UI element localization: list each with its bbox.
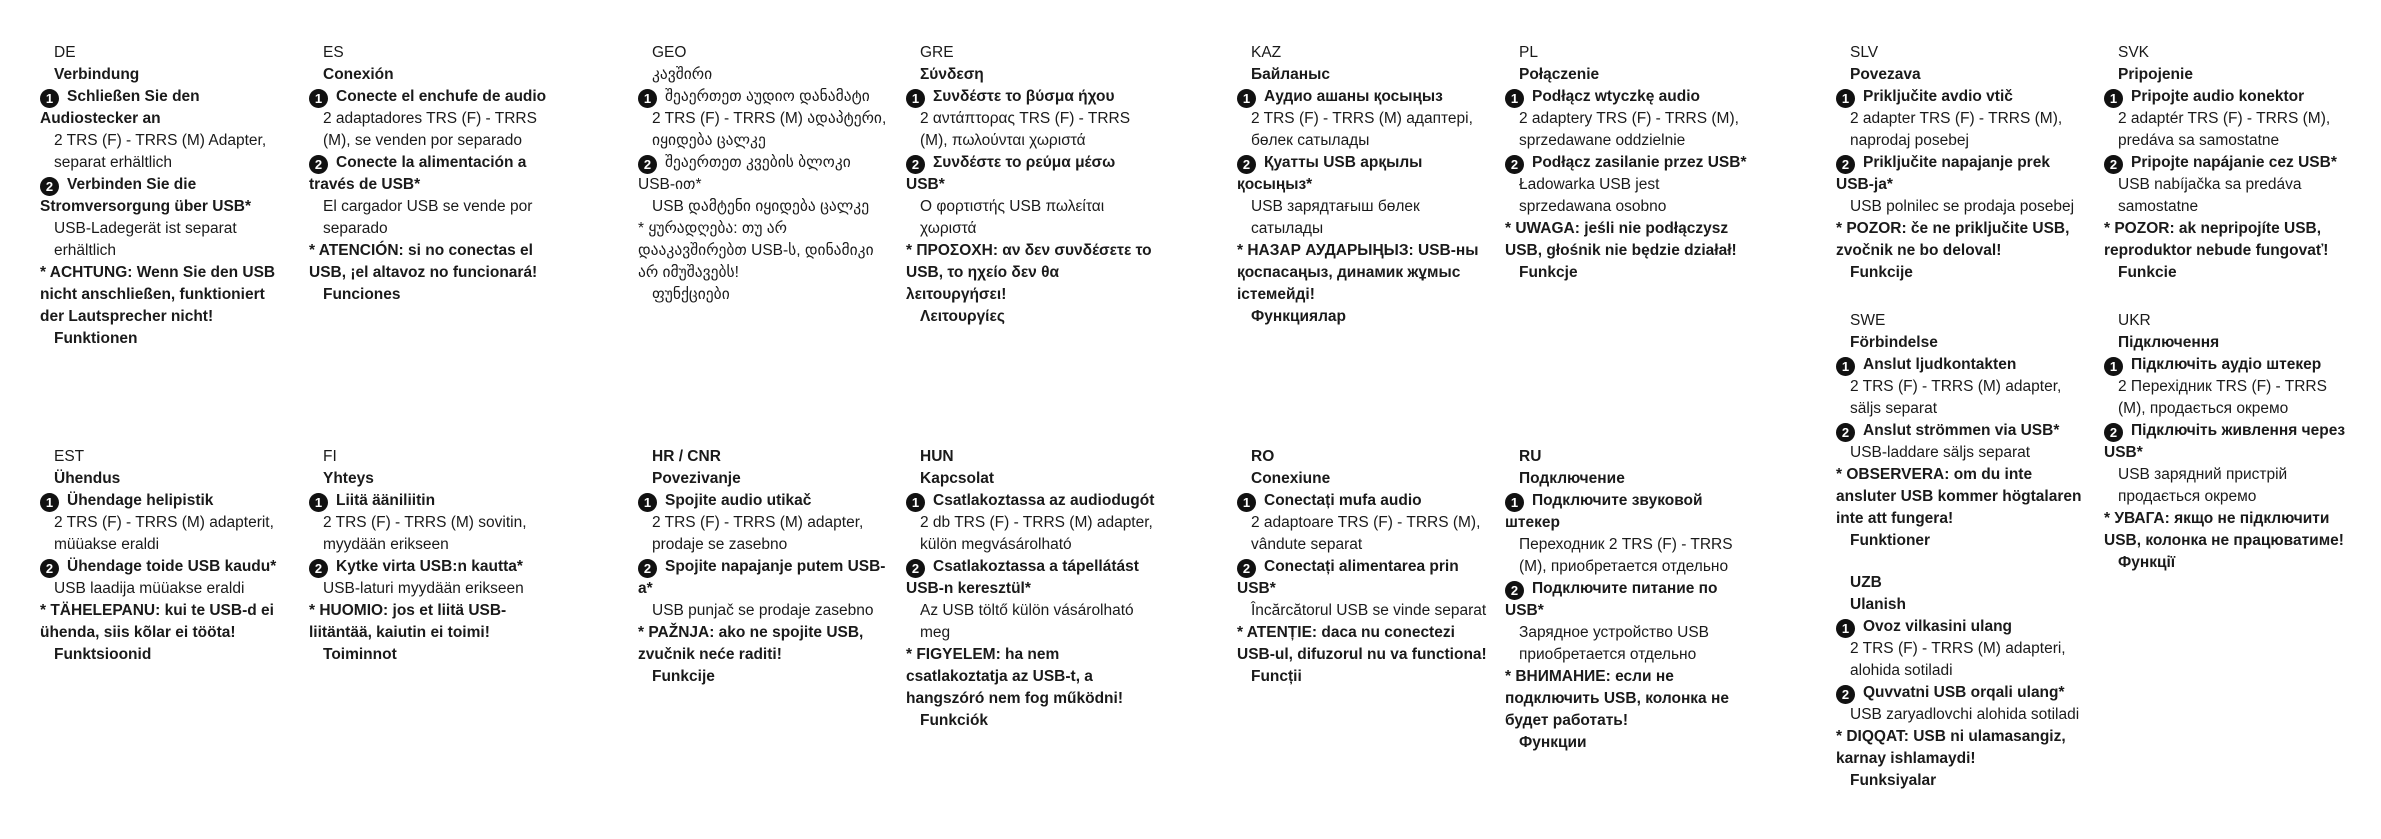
language-code: EST xyxy=(54,448,85,465)
step-2-text: Podłącz zasilanie przez USB* xyxy=(1532,154,1747,171)
step-2-note: USB-laturi myydään erikseen xyxy=(323,580,524,597)
language-code: UZB xyxy=(1850,574,1882,591)
step-2-text: Conecte la alimentación a través de USB* xyxy=(309,154,527,193)
step-1-icon: 1 xyxy=(2104,89,2123,108)
section-heading: Conexiune xyxy=(1251,470,1331,487)
warning-text: * TÄHELEPANU: kui te USB-d ei ühenda, siis kõlar ei tööta! xyxy=(40,602,274,641)
step-1-text: Csatlakoztassa az audiodugót xyxy=(933,492,1155,509)
step-2-note: USB nabíjačka sa predáva samostatne xyxy=(2118,176,2302,215)
section-ukr xyxy=(2104,310,2354,574)
functions-heading: Toiminnot xyxy=(323,646,397,663)
step-2-text: Conectați alimentarea prin USB* xyxy=(1237,558,1459,597)
warning-text: * ყურადღება: თუ არ დააკავშირებთ USB-ს, დინამიკი არ იმუშავებს! xyxy=(638,220,874,281)
warning-text: * FIGYELEM: ha nem csatlakoztatja az USB-t, a hangszóró nem fog működni! xyxy=(906,646,1123,707)
step-2-note: El cargador USB se vende por separado xyxy=(323,198,533,237)
section-heading: Подключение xyxy=(1519,470,1625,487)
step-2-text: Підключіть живлення через USB* xyxy=(2104,422,2346,461)
step-2-note: Az USB töltő külön vásárolható meg xyxy=(920,602,1134,641)
section-heading: Förbindelse xyxy=(1850,334,1938,351)
warning-text: * УВАГА: якщо не підключити USB, колонка не працюватиме! xyxy=(2104,510,2344,549)
step-1-icon: 1 xyxy=(309,493,328,512)
warning-text: * НАЗАР АУДАРЫҢЫЗ: USB-ны қоспасаңыз, динамик жұмыс істемейді! xyxy=(1237,242,1479,303)
step-1-text: Аудио ашаны қосыңыз xyxy=(1264,88,1443,105)
step-2-note: USB punjač se prodaje zasebno xyxy=(652,602,874,619)
warning-text: * UWAGA: jeśli nie podłączysz USB, głośnik nie będzie działał! xyxy=(1505,220,1737,259)
step-1-text: Підключіть аудіо штекер xyxy=(2131,356,2322,373)
functions-heading: Funktsioonid xyxy=(54,646,152,663)
step-1-note: 2 adaptoare TRS (F) - TRRS (M), vândute separat xyxy=(1251,514,1481,553)
step-2-icon: 2 xyxy=(309,155,328,174)
section-svk xyxy=(2104,42,2354,284)
step-2-note: USB polnilec se prodaja posebej xyxy=(1850,198,2075,215)
step-2-icon: 2 xyxy=(1237,155,1256,174)
step-1-note: 2 TRS (F) - TRRS (M) ადაპტერი, იყიდება ცალკე xyxy=(652,110,887,149)
step-1-text: Priključite avdio vtič xyxy=(1863,88,2013,105)
warning-text: * POZOR: ak nepripojíte USB, reproduktor nebude fungovať! xyxy=(2104,220,2329,259)
warning-text: * ATENȚIE: daca nu conectezi USB-ul, difuzorul nu va functiona! xyxy=(1237,624,1487,663)
step-1-text: Ühendage helipistik xyxy=(67,492,214,509)
step-2-note: USB laadija müüakse eraldi xyxy=(54,580,245,597)
step-2-icon: 2 xyxy=(1836,685,1855,704)
step-1-icon: 1 xyxy=(638,493,657,512)
step-2-icon: 2 xyxy=(638,155,657,174)
step-2-note: USB-Ladegerät ist separat erhältlich xyxy=(54,220,237,259)
step-1-text: Conectați mufa audio xyxy=(1264,492,1422,509)
step-1-icon: 1 xyxy=(638,89,657,108)
section-heading: Ühendus xyxy=(54,470,121,487)
step-2-icon: 2 xyxy=(2104,423,2123,442)
functions-heading: Funciones xyxy=(323,286,401,303)
step-2-icon: 2 xyxy=(40,559,59,578)
warning-text: * POZOR: če ne priključite USB, zvočnik ne bo deloval! xyxy=(1836,220,2070,259)
step-2-note: USB zaryadlovchi alohida sotiladi xyxy=(1850,706,2080,723)
step-1-note: 2 TRS (F) - TRRS (M) адаптері, бөлек сатылады xyxy=(1251,110,1473,149)
step-1-note: 2 TRS (F) - TRRS (M) adapter, säljs separat xyxy=(1850,378,2062,417)
language-code: SVK xyxy=(2118,44,2150,61)
step-1-note: 2 TRS (F) - TRRS (M) adapter, prodaje se zasebno xyxy=(652,514,864,553)
section-hun xyxy=(906,446,1156,732)
step-1-note: 2 adaptery TRS (F) - TRRS (M), sprzedawane oddzielnie xyxy=(1519,110,1739,149)
step-2-icon: 2 xyxy=(638,559,657,578)
step-2-text: Priključite napajanje prek USB-ja* xyxy=(1836,154,2050,193)
warning-text: * ACHTUNG: Wenn Sie den USB nicht anschließen, funktioniert der Lautsprecher nicht! xyxy=(40,264,276,325)
step-2-icon: 2 xyxy=(1505,581,1524,600)
section-heading: Conexión xyxy=(323,66,394,83)
step-2-icon: 2 xyxy=(40,177,59,196)
functions-heading: Funkcije xyxy=(652,668,715,685)
step-1-text: Spojite audio utikač xyxy=(665,492,812,509)
language-code: SWE xyxy=(1850,312,1886,329)
warning-text: * OBSERVERA: om du inte ansluter USB kommer högtalaren inte att fungera! xyxy=(1836,466,2082,527)
step-2-note: Ładowarka USB jest sprzedawana osobno xyxy=(1519,176,1667,215)
step-2-text: შეაერთეთ კვების ბლოკი USB-ით* xyxy=(638,154,851,193)
step-2-note: USB зарядний пристрій продається окремо xyxy=(2118,466,2288,505)
functions-heading: Funktioner xyxy=(1850,532,1931,549)
language-code: ES xyxy=(323,44,344,61)
step-1-icon: 1 xyxy=(2104,357,2123,376)
section-est xyxy=(40,446,290,666)
step-1-icon: 1 xyxy=(1836,619,1855,638)
step-1-icon: 1 xyxy=(40,89,59,108)
warning-text: * PAŽNJA: ako ne spojite USB, zvučnik neće raditi! xyxy=(638,624,864,663)
step-2-icon: 2 xyxy=(1505,155,1524,174)
section-heading: Povezava xyxy=(1850,66,1921,83)
step-1-note: 2 TRS (F) - TRRS (M) sovitin, myydään erikseen xyxy=(323,514,527,553)
step-2-icon: 2 xyxy=(1237,559,1256,578)
step-1-icon: 1 xyxy=(906,493,925,512)
step-1-icon: 1 xyxy=(1836,357,1855,376)
section-heading: Povezivanje xyxy=(652,470,741,487)
step-2-note: Зарядное устройство USB приобретается отдельно xyxy=(1519,624,1710,663)
step-2-text: Csatlakoztassa a tápellátást USB-n keresztül* xyxy=(906,558,1139,597)
step-1-icon: 1 xyxy=(1237,493,1256,512)
section-hr-cnr xyxy=(638,446,888,688)
step-2-text: Verbinden Sie die Stromversorgung über USB* xyxy=(40,176,252,215)
warning-text: * ATENCIÓN: si no conectas el USB, ¡el altavoz no funcionará! xyxy=(309,242,538,281)
step-2-text: Ühendage toide USB kaudu* xyxy=(67,558,277,575)
section-heading: Байланыс xyxy=(1251,66,1330,83)
language-code: RU xyxy=(1519,448,1542,465)
step-2-note: USB დამტენი იყიდება ცალკე xyxy=(652,198,870,215)
language-code: GRE xyxy=(920,44,954,61)
functions-heading: Funcții xyxy=(1251,668,1302,685)
section-heading: Ulanish xyxy=(1850,596,1906,613)
step-1-icon: 1 xyxy=(309,89,328,108)
language-code: HUN xyxy=(920,448,954,465)
step-1-note: 2 Перехідник TRS (F) - TRRS (M), продається окремо xyxy=(2118,378,2327,417)
warning-text: * DIQQAT: USB ni ulamasangiz, karnay ishlamaydi! xyxy=(1836,728,2066,767)
step-1-text: Schließen Sie den Audiostecker an xyxy=(40,88,200,127)
step-2-text: Подключите питание по USB* xyxy=(1505,580,1718,619)
functions-heading: Функції xyxy=(2118,554,2176,571)
step-1-icon: 1 xyxy=(1505,89,1524,108)
functions-heading: Функциялар xyxy=(1251,308,1347,325)
functions-heading: Λειτουργίες xyxy=(920,308,1005,325)
step-1-text: Conecte el enchufe de audio xyxy=(336,88,547,105)
step-1-note: Переходник 2 TRS (F) - TRRS (M), приобретается отдельно xyxy=(1519,536,1733,575)
section-heading: კავშირი xyxy=(652,66,713,83)
warning-text: * ΠΡΟΣΟΧΗ: αν δεν συνδέσετε το USB, το ηχείο δεν θα λειτουργήσει! xyxy=(906,242,1152,303)
step-2-icon: 2 xyxy=(309,559,328,578)
section-swe xyxy=(1836,310,2086,552)
step-2-icon: 2 xyxy=(906,559,925,578)
step-2-text: Συνδέστε το ρεύμα μέσω USB* xyxy=(906,154,1116,193)
step-1-note: 2 TRS (F) - TRRS (M) Adapter, separat erhältlich xyxy=(54,132,267,171)
functions-heading: Funkcije xyxy=(1850,264,1913,281)
section-heading: Підключення xyxy=(2118,334,2220,351)
step-1-icon: 1 xyxy=(906,89,925,108)
step-2-icon: 2 xyxy=(1836,423,1855,442)
step-1-text: Pripojte audio konektor xyxy=(2131,88,2305,105)
step-2-icon: 2 xyxy=(1836,155,1855,174)
functions-heading: Funkcie xyxy=(2118,264,2177,281)
step-1-text: შეაერთეთ აუდიო დანამატი xyxy=(665,88,870,105)
language-code: FI xyxy=(323,448,337,465)
step-2-note: Ο φορτιστής USB πωλείται χωριστά xyxy=(920,198,1105,237)
section-gre xyxy=(906,42,1156,328)
step-1-note: 2 TRS (F) - TRRS (M) adapterit, müüakse eraldi xyxy=(54,514,274,553)
section-kaz xyxy=(1237,42,1487,328)
warning-text: * HUOMIO: jos et liitä USB-liitäntää, kaiutin ei toimi! xyxy=(309,602,507,641)
step-2-text: Pripojte napájanie cez USB* xyxy=(2131,154,2337,171)
section-heading: Kapcsolat xyxy=(920,470,995,487)
functions-heading: Функции xyxy=(1519,734,1587,751)
functions-heading: Funkciók xyxy=(920,712,989,729)
functions-heading: Funksiyalar xyxy=(1850,772,1937,789)
section-heading: Yhteys xyxy=(323,470,374,487)
step-1-note: 2 TRS (F) - TRRS (M) adapteri, alohida sotiladi xyxy=(1850,640,2066,679)
language-code: DE xyxy=(54,44,76,61)
step-2-icon: 2 xyxy=(2104,155,2123,174)
language-code: PL xyxy=(1519,44,1538,61)
section-uzb xyxy=(1836,572,2086,792)
language-code: HR / CNR xyxy=(652,448,721,465)
language-code: KAZ xyxy=(1251,44,1282,61)
step-1-note: 2 adaptadores TRS (F) - TRRS (M), se venden por separado xyxy=(323,110,537,149)
step-1-text: Ovoz vilkasini ulang xyxy=(1863,618,2013,635)
step-1-text: Liitä ääniliitin xyxy=(336,492,436,509)
functions-heading: ფუნქციები xyxy=(652,286,730,303)
section-heading: Σύνδεση xyxy=(920,66,984,83)
section-pl xyxy=(1505,42,1755,284)
section-heading: Verbindung xyxy=(54,66,140,83)
section-ru xyxy=(1505,446,1755,754)
step-2-text: Anslut strömmen via USB* xyxy=(1863,422,2060,439)
step-1-note: 2 adapter TRS (F) - TRRS (M), naprodaj posebej xyxy=(1850,110,2063,149)
step-1-text: Podłącz wtyczkę audio xyxy=(1532,88,1700,105)
section-ro xyxy=(1237,446,1487,688)
step-1-note: 2 αντάπτορας TRS (F) - TRRS (M), πωλούνται χωριστά xyxy=(920,110,1131,149)
language-code: RO xyxy=(1251,448,1275,465)
section-heading: Pripojenie xyxy=(2118,66,2193,83)
section-es xyxy=(309,42,559,306)
warning-text: * ВНИМАНИЕ: если не подключить USB, колонка не будет работать! xyxy=(1505,668,1729,729)
step-2-text: Kytke virta USB:n kautta* xyxy=(336,558,523,575)
step-2-note: USB зарядтағыш бөлек сатылады xyxy=(1251,198,1420,237)
step-1-note: 2 adaptér TRS (F) - TRRS (M), predáva sa samostatne xyxy=(2118,110,2331,149)
step-2-text: Қуатты USB арқылы қосыңыз* xyxy=(1237,154,1423,193)
step-2-note: Încărcătorul USB se vinde separat xyxy=(1251,602,1487,619)
functions-heading: Funkcje xyxy=(1519,264,1578,281)
section-fi xyxy=(309,446,559,666)
language-code: GEO xyxy=(652,44,687,61)
step-1-icon: 1 xyxy=(1836,89,1855,108)
step-1-text: Anslut ljudkontakten xyxy=(1863,356,2017,373)
step-1-icon: 1 xyxy=(1505,493,1524,512)
step-1-icon: 1 xyxy=(40,493,59,512)
section-heading: Połączenie xyxy=(1519,66,1600,83)
step-2-note: USB-laddare säljs separat xyxy=(1850,444,2031,461)
step-2-icon: 2 xyxy=(906,155,925,174)
step-1-note: 2 db TRS (F) - TRRS (M) adapter, külön megvásárolható xyxy=(920,514,1153,553)
functions-heading: Funktionen xyxy=(54,330,138,347)
language-code: UKR xyxy=(2118,312,2151,329)
section-de xyxy=(40,42,290,350)
step-1-text: Συνδέστε το βύσμα ήχου xyxy=(933,88,1115,105)
step-2-text: Spojite napajanje putem USB-a* xyxy=(638,558,886,597)
step-2-text: Quvvatni USB orqali ulang* xyxy=(1863,684,2065,701)
language-code: SLV xyxy=(1850,44,1879,61)
step-1-icon: 1 xyxy=(1237,89,1256,108)
section-geo xyxy=(638,42,888,306)
section-slv xyxy=(1836,42,2086,284)
step-1-text: Подключите звуковой штекер xyxy=(1505,492,1703,531)
